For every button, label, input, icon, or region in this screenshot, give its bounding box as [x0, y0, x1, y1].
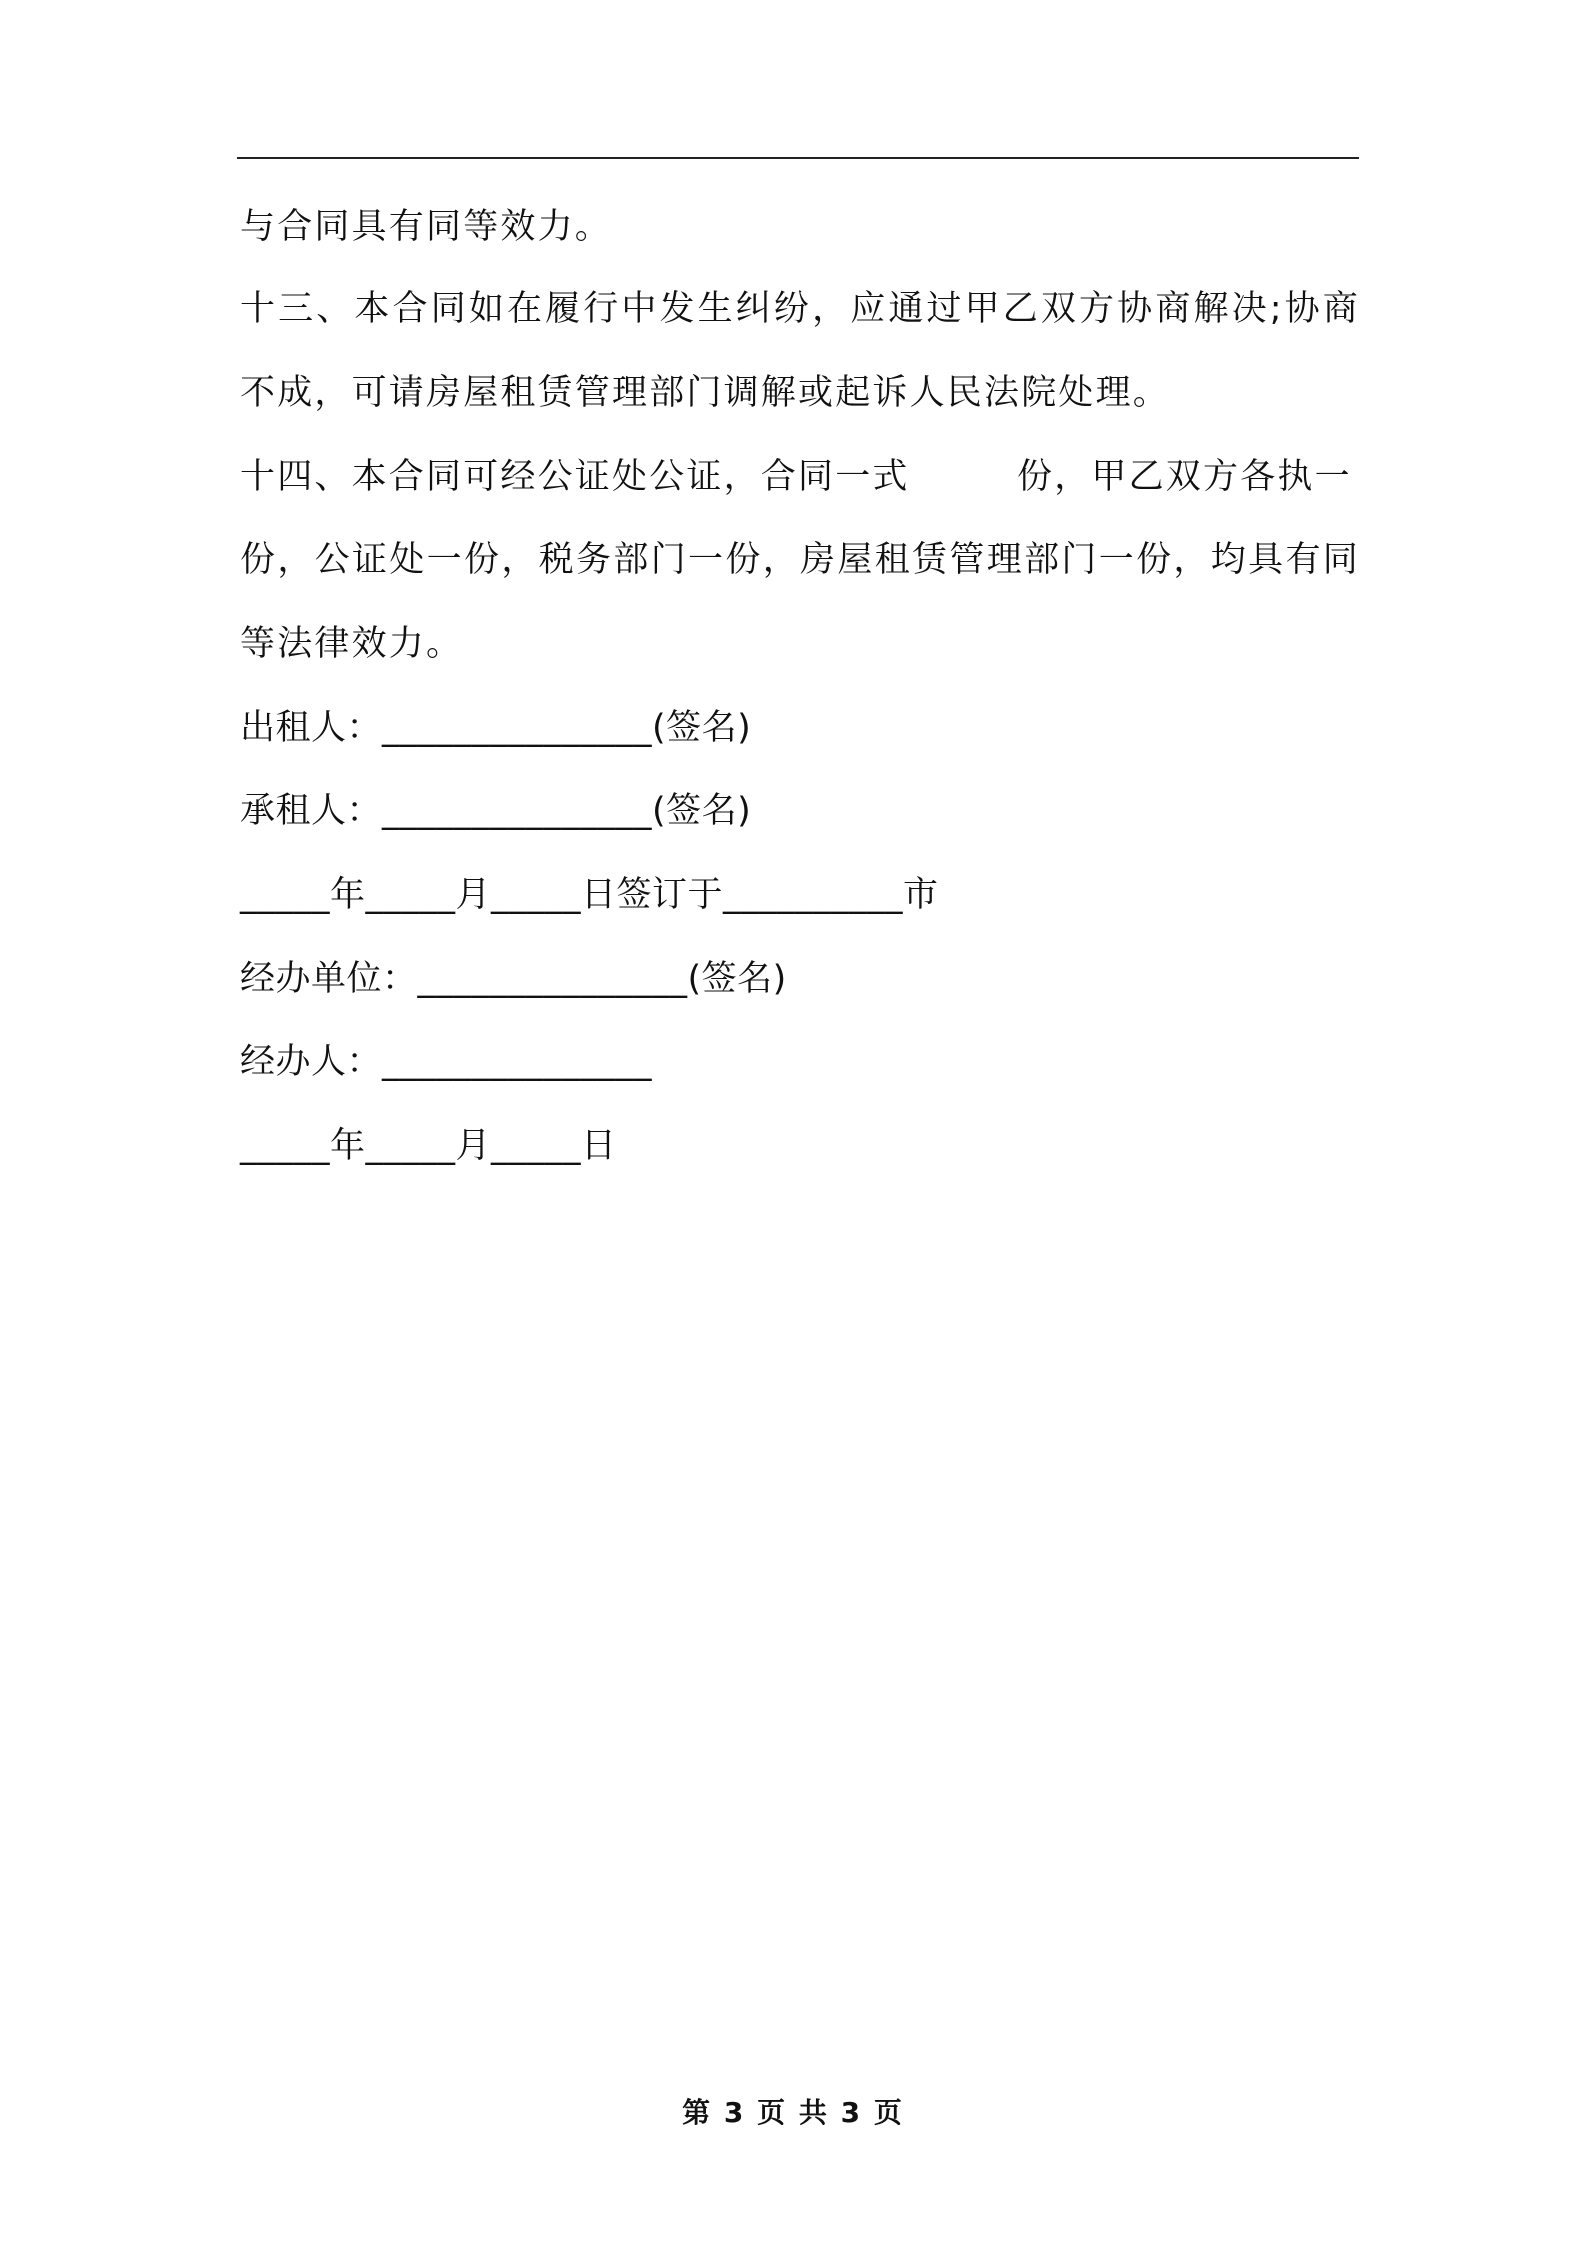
clause-14-line-1-start: 十四、本合同可经公证处公证，合同一式 [240, 457, 910, 497]
clause-14-line-2: 份，公证处一份，税务部门一份，房屋租赁管理部门一份，均具有同 [240, 540, 1360, 580]
clause-13-line-1: 十三、本合同如在履行中发生纠纷，应通过甲乙双方协商解决;协商 [240, 289, 1360, 329]
signing-date-place-line: _____年_____月_____日签订于__________市 [240, 875, 939, 915]
handler-date-line: _____年_____月_____日 [240, 1126, 617, 1166]
handler-signature-line: 经办人：_______________ [240, 1042, 653, 1082]
clause-13-line-2: 不成，可请房屋租赁管理部门调解或起诉人民法院处理。 [240, 373, 1171, 413]
paragraph-line-1: 与合同具有同等效力。 [240, 207, 613, 247]
header-rule [237, 157, 1359, 159]
lessee-signature-line: 承租人：_______________(签名) [240, 791, 752, 831]
handling-unit-signature-line: 经办单位：_______________(签名) [240, 959, 787, 999]
clause-14-line-3: 等法律效力。 [240, 624, 464, 664]
clause-14-line-1-end: 份，甲乙双方各执一 [1017, 457, 1352, 497]
page-number-footer: 第 3 页 共 3 页 [682, 2096, 904, 2129]
lessor-signature-line: 出租人：_______________(签名) [240, 708, 752, 748]
